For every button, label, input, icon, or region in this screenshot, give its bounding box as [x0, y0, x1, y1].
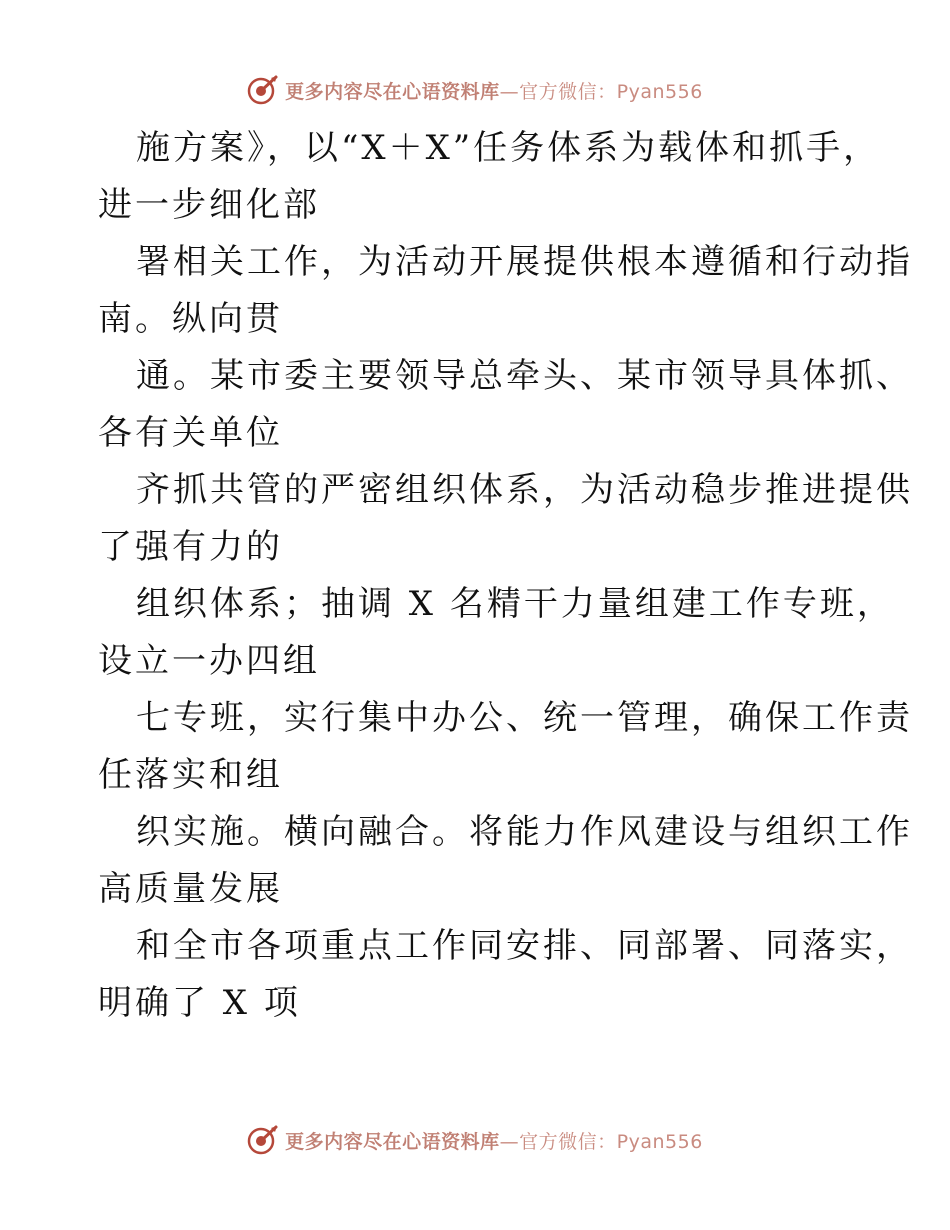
header-brand-text: 更多内容尽在心语资料库 — [285, 80, 500, 103]
text-line: 任落实和组 — [98, 755, 283, 795]
text-line: 齐抓共管的严密组织体系，为活动稳步推进提供 — [136, 470, 913, 510]
footer-watermark-text — [285, 1127, 703, 1154]
text-line: 了强有力的 — [98, 527, 283, 567]
paragraph — [98, 576, 894, 690]
footer-watermark-banner — [0, 1120, 950, 1160]
quill-logo-icon — [247, 1124, 279, 1156]
text-line: 设立一办四组 — [98, 641, 320, 681]
paragraph — [98, 690, 913, 804]
quill-logo-icon — [247, 74, 279, 106]
footer-contact-text: 官方微信：Pyan556 — [519, 1130, 703, 1153]
paragraph — [98, 120, 881, 234]
paragraph — [98, 234, 913, 348]
footer-brand-text: 更多内容尽在心语资料库 — [285, 1130, 500, 1153]
text-line: 明确了 X 项 — [98, 983, 301, 1023]
text-line: 各有关单位 — [98, 413, 283, 453]
text-line: 进一步细化部 — [98, 185, 320, 225]
paragraph — [98, 348, 913, 462]
text-line: 和全市各项重点工作同安排、同部署、同落实， — [136, 926, 913, 966]
text-line: 七专班，实行集中办公、统一管理，确保工作责 — [136, 698, 913, 738]
paragraph — [98, 804, 913, 918]
header-watermark-text — [285, 77, 703, 104]
paragraph — [98, 918, 913, 1032]
text-line: 高质量发展 — [98, 869, 283, 909]
text-line: 通。某市委主要领导总牵头、某市领导具体抓、 — [136, 356, 913, 396]
text-line: 南。纵向贯 — [98, 299, 283, 339]
text-line: 织实施。横向融合。将能力作风建设与组织工作 — [136, 812, 913, 852]
text-line: 施方案》，以“X＋X”任务体系为载体和抓手， — [136, 128, 881, 168]
paragraph — [98, 462, 913, 576]
header-contact-text: 官方微信：Pyan556 — [519, 80, 703, 103]
header-separator: — — [499, 80, 520, 103]
header-watermark-banner — [0, 70, 950, 110]
text-line: 署相关工作，为活动开展提供根本遵循和行动指 — [136, 242, 913, 282]
text-line: 组织体系；抽调 X 名精干力量组建工作专班， — [136, 584, 894, 624]
footer-separator: — — [499, 1130, 520, 1153]
document-body — [98, 120, 913, 1032]
